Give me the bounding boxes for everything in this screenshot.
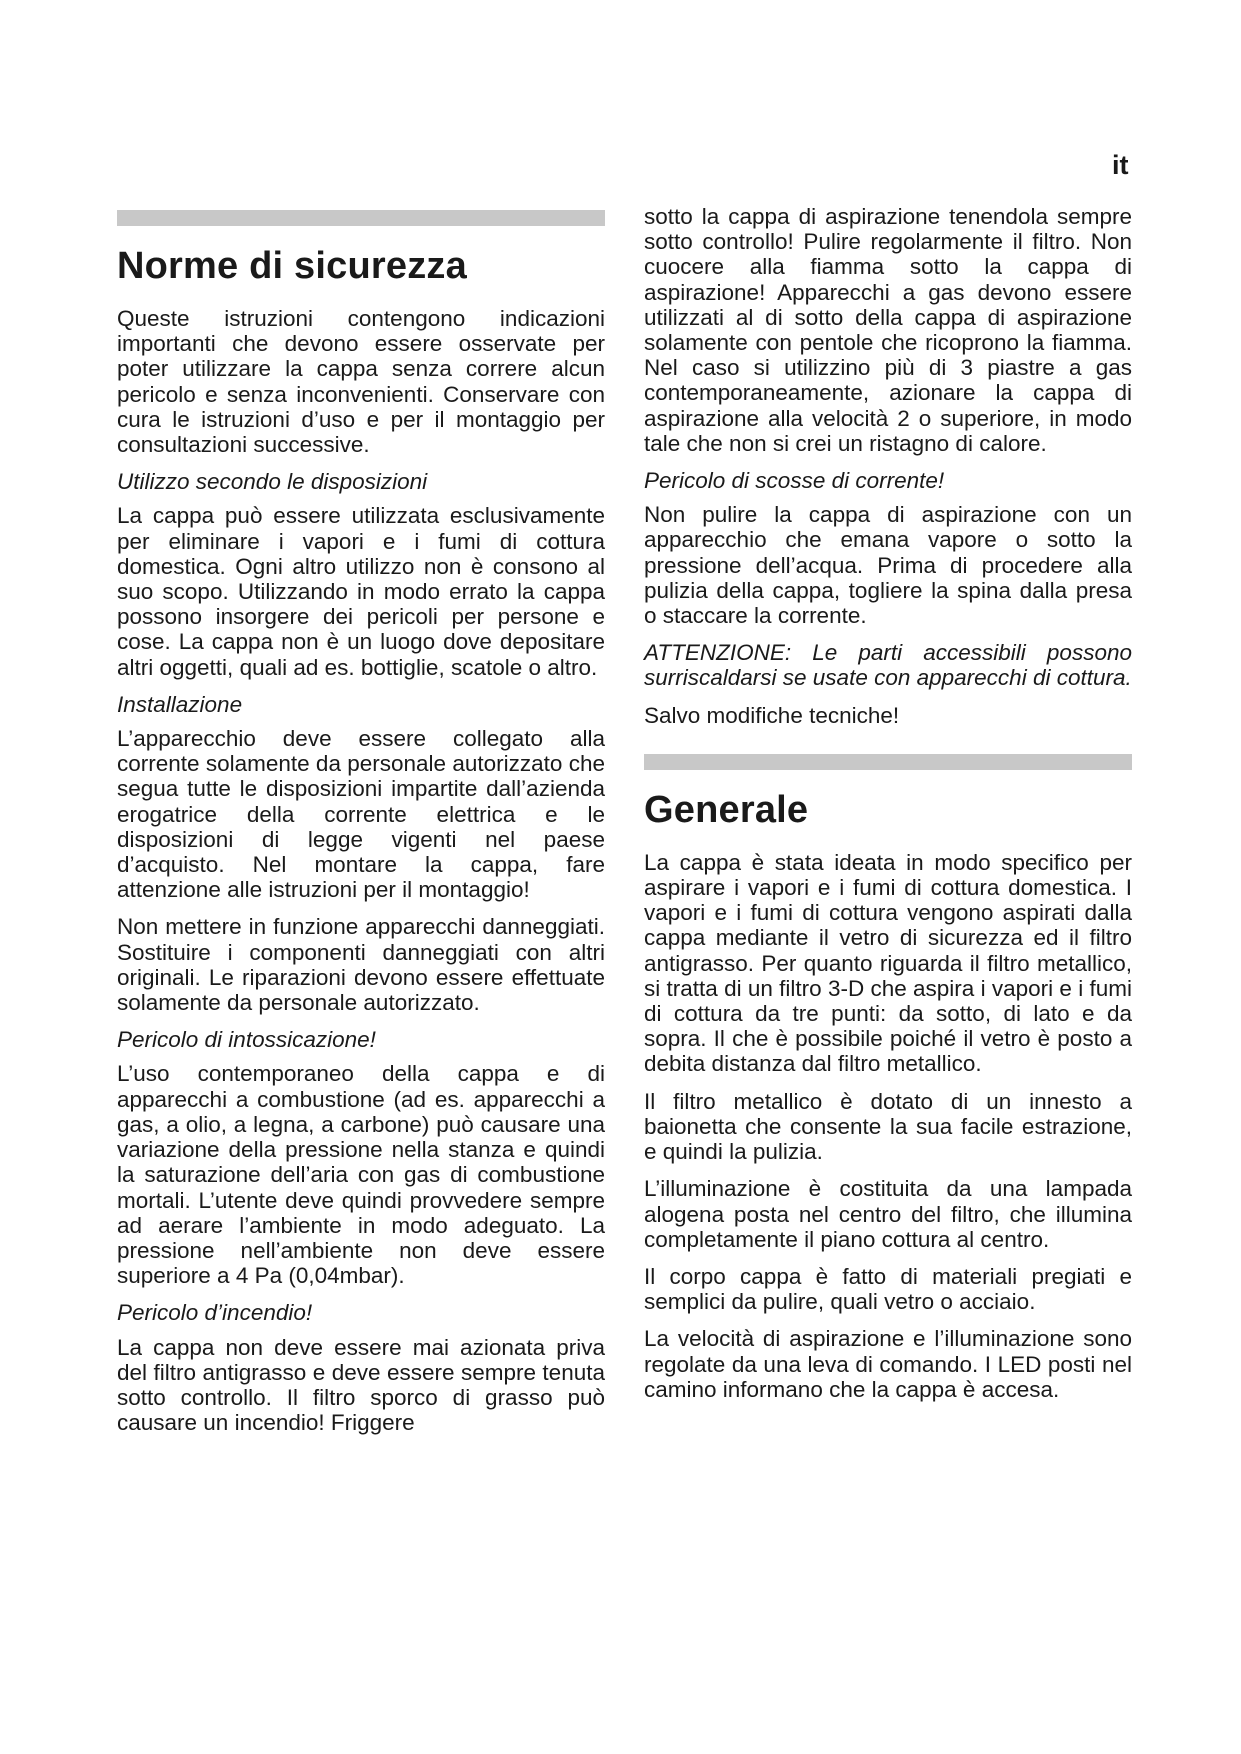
technical-changes-note: Salvo modifiche tecniche!	[644, 702, 900, 728]
fire-paragraph-continued: sotto la cappa di aspirazione tenendola sempre sotto controllo! Pulire regolarmente il filtro. Non cuocere alla fiamma sotto la cappa di aspirazione! Apparecchi a gas devono essere utilizzati al di sotto della cappa di aspirazione solamente con pentole che ricoprono la fiamma. Nel caso si utilizzino più di 3 piastre a gas contemporaneamente, azionare la cappa di aspirazione alla velocità 2 o superiore, in modo tale che non si crei un ristagno di calore.	[644, 204, 1132, 456]
general-paragraph-1: La cappa è stata ideata in modo specifico per aspirare i vapori e i fumi di cottura domestica. I vapori e i fumi di cottura vengono aspirati dalla cappa mediante il vetro di sicurezza ed il filtro antigrasso. Per quanto riguarda il filtro metallico, si tratta di un filtro 3-D che aspira i vapori e i fumi di cottura da tre punti: da sotto, di lato e da sopra. Il che è possibile poiché il vetro è posto a debita distanza dal filtro metallico.	[644, 849, 1132, 1077]
intended-use-paragraph: La cappa può essere utilizzata esclusivamente per eliminare i vapori e i fumi di cottura domestica. Ogni altro utilizzo non è consono al suo scopo. Utilizzando in modo errato la cappa possono insorgere dei pericoli per persone e cose. La cappa non è un luogo dove depositare altri oggetti, quali ad es. bottiglie, scatole o altro.	[117, 503, 605, 680]
language-code: it	[1112, 150, 1129, 180]
general-paragraph-4: Il corpo cappa è fatto di materiali pregiati e semplici da pulire, quali vetro o acciaio.	[644, 1263, 1132, 1315]
general-paragraph-3: L’illuminazione è costituita da una lampada alogena posta nel centro del filtro, che illumina completamente il piano cottura al centro.	[644, 1176, 1132, 1252]
subheading-fire: Pericolo d’incendio!	[117, 1300, 313, 1326]
section-heading-safety: Norme di sicurezza	[117, 245, 467, 287]
section-heading-general: Generale	[644, 788, 809, 831]
section-divider-bar	[644, 754, 1132, 770]
intoxication-paragraph: L’uso contemporaneo della cappa e di apparecchi a combustione (ad es. apparecchi a gas, a olio, a legna, a carbone) può causare una variazione della pressione nella stanza e quindi la saturazione dell’aria con gas di combustione mortali. L’utente deve quindi provvedere sempre ad aerare l’ambiente in modo adeguato. La pressione nell’ambiente non deve essere superiore a 4 Pa (0,04mbar).	[117, 1061, 605, 1289]
subheading-intended-use: Utilizzo secondo le disposizioni	[117, 469, 428, 495]
subheading-installation: Installazione	[117, 691, 243, 717]
left-column	[117, 210, 605, 1447]
subheading-intoxication: Pericolo di intossicazione!	[117, 1027, 376, 1053]
electric-shock-paragraph: Non pulire la cappa di aspirazione con un apparecchio che emana vapore o sotto la pressione dell’acqua. Prima di procedere alla pulizia della cappa, togliere la spina dalla presa o staccare la corrente.	[644, 502, 1132, 629]
general-section	[644, 754, 1132, 1402]
fire-paragraph: La cappa non deve essere mai azionata priva del filtro antigrasso e deve essere sempre tenuta sotto controllo. Il filtro sporco di grasso può causare un incendio! Friggere	[117, 1334, 605, 1436]
right-column	[644, 204, 1132, 1414]
general-paragraph-2: Il filtro metallico è dotato di un innesto a baionetta che consente la sua facile estrazione, e quindi la pulizia.	[644, 1088, 1132, 1165]
general-paragraph-5: La velocità di aspirazione e l’illuminazione sono regolate da una leva di comando. I LED posti nel camino informano che la cappa è accesa.	[644, 1326, 1132, 1402]
damaged-appliance-paragraph: Non mettere in funzione apparecchi danneggiati. Sostituire i componenti danneggiati con altri originali. Le riparazioni devono essere effettuate solamente da personale autorizzato.	[117, 914, 605, 1016]
installation-paragraph: L’apparecchio deve essere collegato alla corrente solamente da personale autorizzato che segua tutte le disposizioni impartite dall’azienda erogatrice della corrente elettrica e le disposizioni di legge vigenti nel paese d’acquisto. Nel montare la cappa, fare attenzione alle istruzioni per il montaggio!	[117, 726, 605, 903]
subheading-electric-shock: Pericolo di scosse di corrente!	[644, 468, 945, 494]
safety-intro-paragraph: Queste istruzioni contengono indicazioni importanti che devono essere osservate per poter utilizzare la cappa senza correre alcun pericolo e senza inconvenienti. Conservare con cura le istruzioni d’uso e per il montaggio per consultazioni successive.	[117, 306, 605, 458]
section-divider-bar	[117, 210, 605, 226]
warning-note: ATTENZIONE: Le parti accessibili possono surriscaldarsi se usate con apparecchi di cottura.	[644, 640, 1132, 691]
